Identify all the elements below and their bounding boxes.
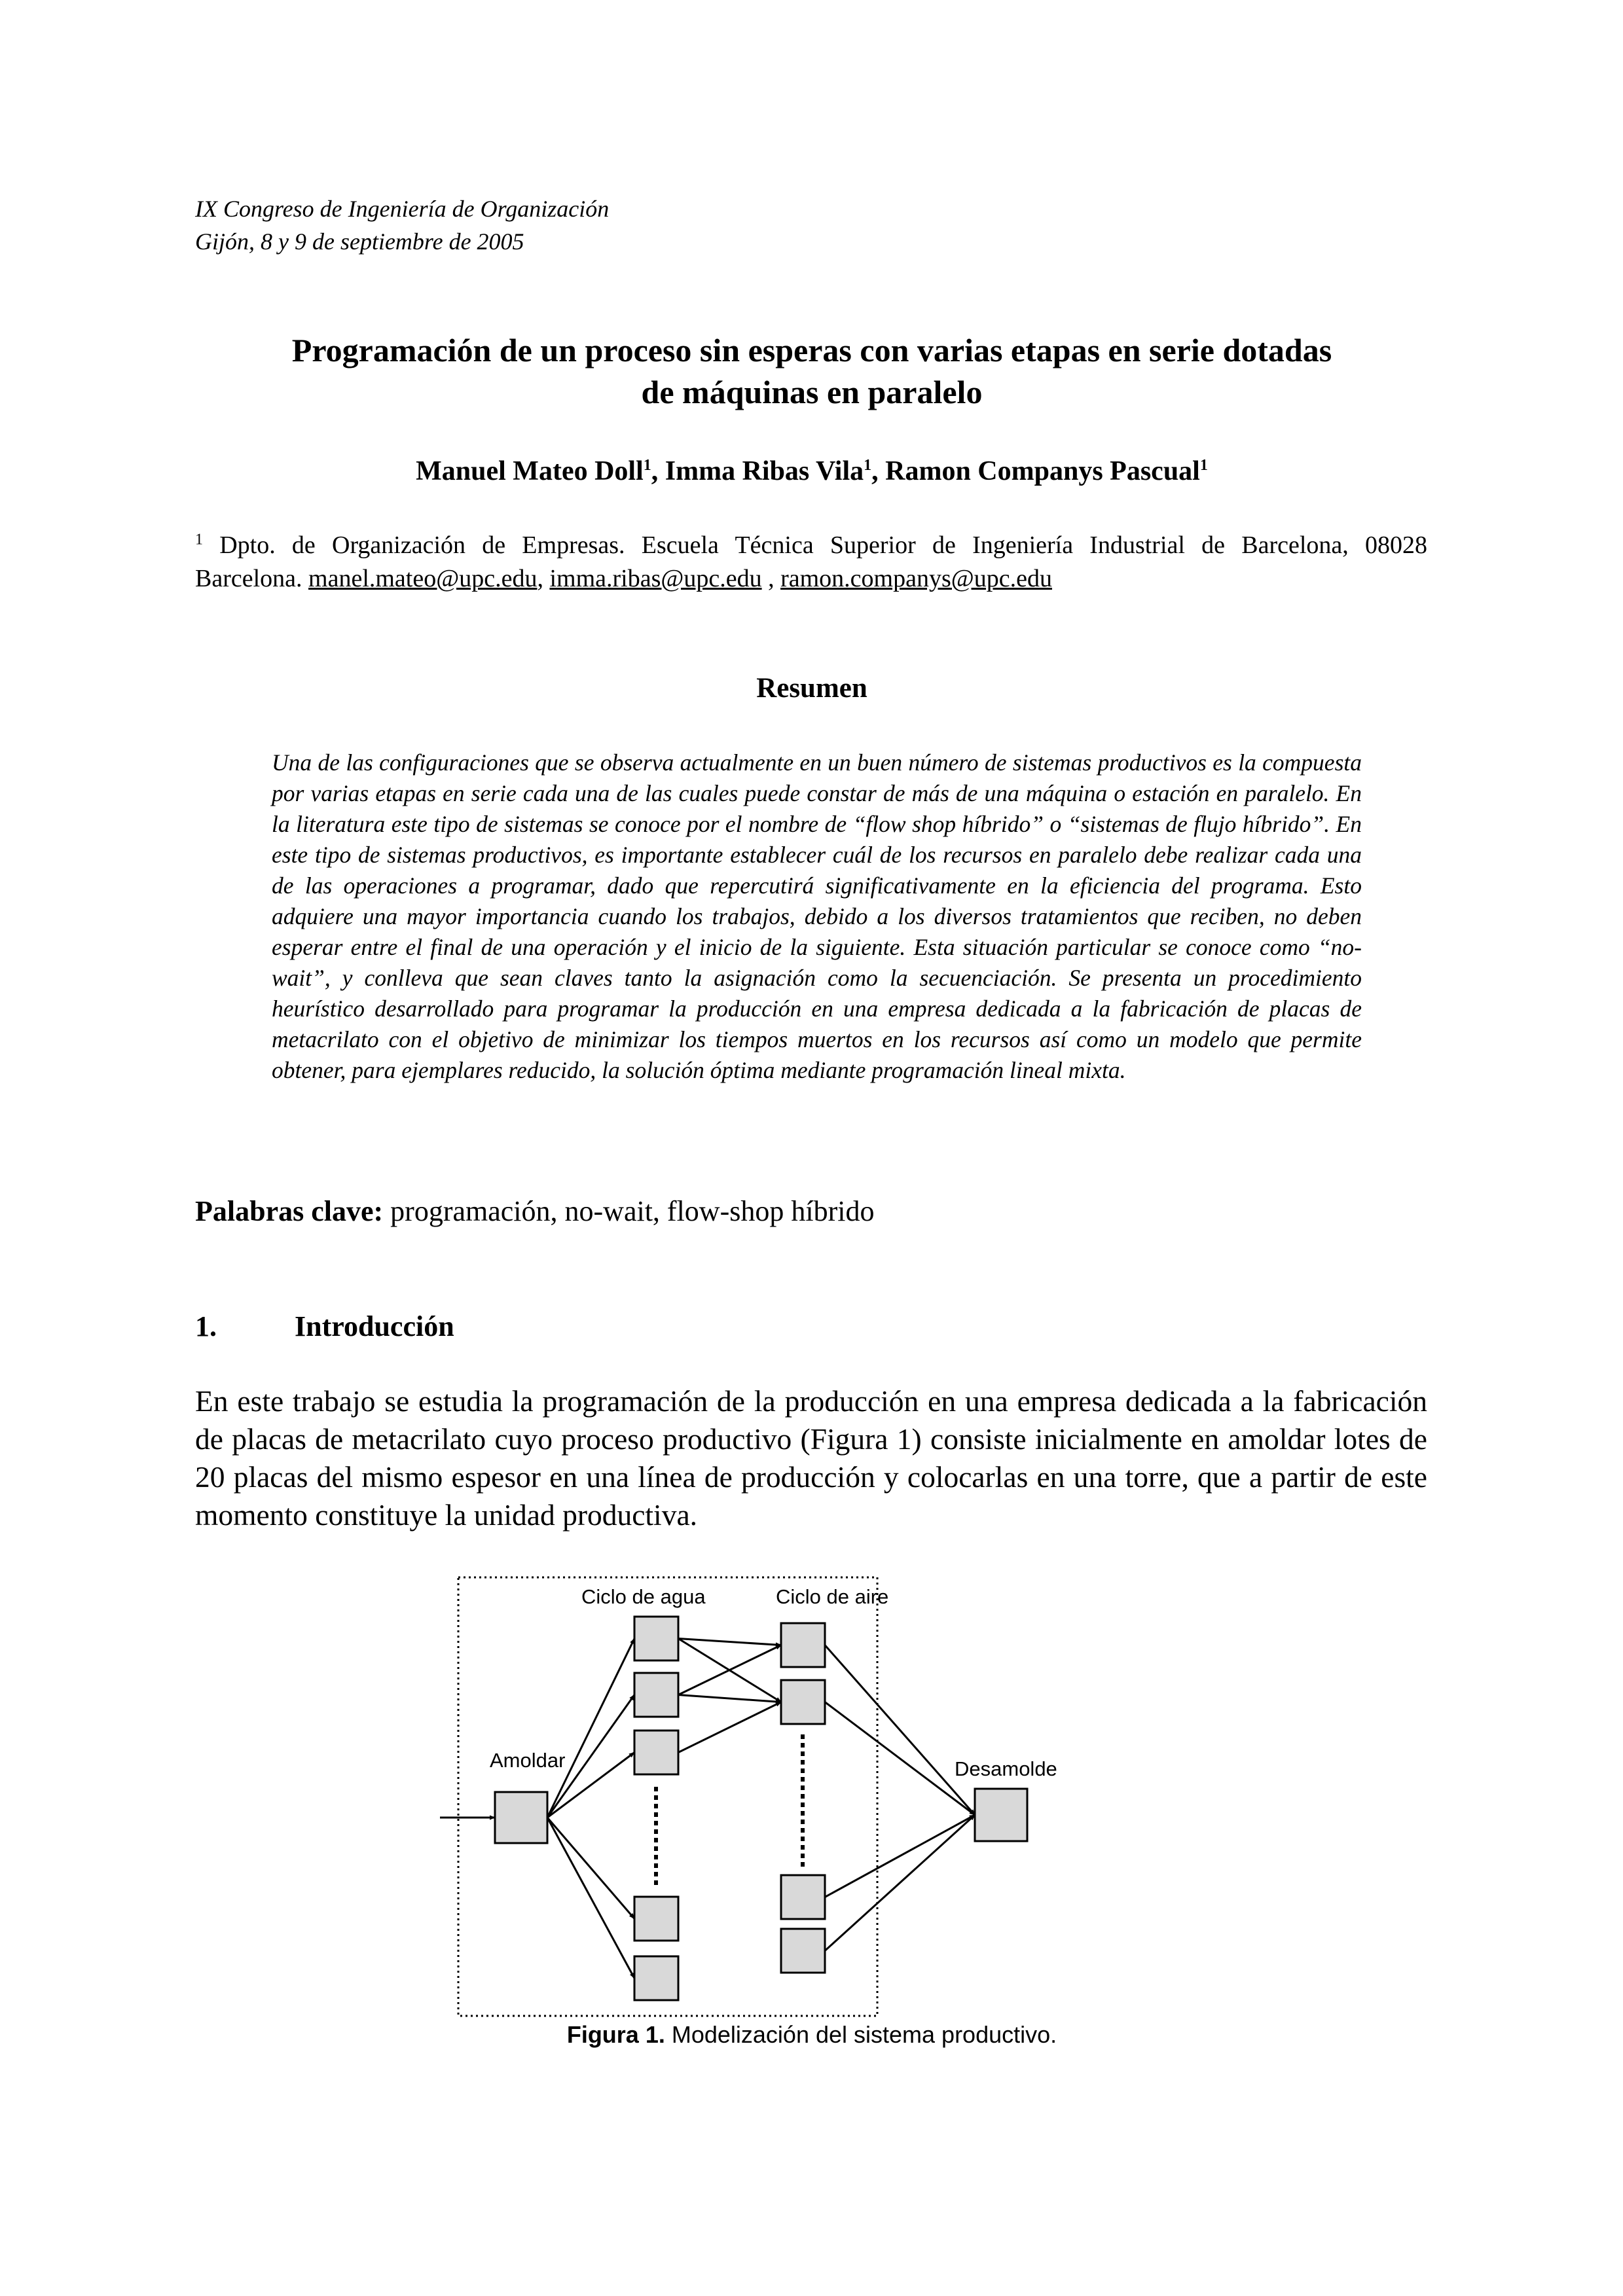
ellipsis-dot: [801, 1734, 805, 1739]
flow-arrow: [678, 1702, 781, 1753]
affil-mark: 1: [195, 531, 203, 548]
air-cycle-machine-box: [781, 1623, 825, 1667]
desamolde-box: [975, 1789, 1027, 1841]
flow-arrow: [825, 1815, 975, 1951]
flow-arrow: [825, 1645, 975, 1816]
ellipsis-dot: [654, 1812, 658, 1817]
air-cycle-machine-box: [781, 1875, 825, 1919]
affiliation-line-2: [195, 562, 1427, 596]
flow-arrow: [547, 1818, 634, 1919]
affiliation-line-1: [195, 529, 1427, 562]
author-name: Manuel Mateo Doll: [416, 456, 644, 486]
keywords-value: programación, no-wait, flow-shop híbrido: [390, 1195, 875, 1227]
author-name: Imma Ribas Vila: [665, 456, 864, 486]
ellipsis-dot: [654, 1795, 658, 1800]
machine-boxes: [495, 1617, 1027, 2000]
ellipsis-dot: [801, 1768, 805, 1773]
author-affil-mark: 1: [643, 457, 651, 474]
abstract-text: Una de las configuraciones que se observa actualmente en un buen número de sistemas productivos es la compuesta por varias etapas en serie cada una de las cuales puede constar de más de una máquina o estación en paralelo. En la literatura este tipo de sistemas se conoce por el nombre de “flow shop híbrido” o “sistemas de flujo híbrido”. En este tipo de sistemas productivos, es importante establecer cuál de los recursos en paralelo debe realizar cada una de las operaciones a programar, dado que repercutirá significativamente en la eficiencia del programa. Esto adquiere una mayor importancia cuando los trabajos, debido a los diversos tratamientos que reciben, no deben esperar entre el final de una operación y el inicio de la siguiente. Esta situación particular se conoce como “no-wait”, y conlleva que sean claves tanto la asignación como la secuenciación. Se presenta un procedimiento heurístico desarrollado para programar la producción en una empresa dedicada a la fabricación de placas de metacrilato con el objetivo de minimizar los tiempos muertos en los recursos así como un modelo que permite obtener, para ejemplares reducido, la solución óptima mediante programación lineal mixta.: [272, 749, 1362, 1083]
email-link[interactable]: imma.ribas@upc.edu: [549, 565, 762, 592]
ellipsis-dot: [801, 1845, 805, 1850]
conference-header: [195, 192, 609, 258]
flow-arrow: [547, 1818, 634, 1979]
air-cycle-machine-box: [781, 1680, 825, 1724]
title-line-1: Programación de un proceso sin esperas con varias etapas en serie dotadas: [291, 332, 1332, 368]
affiliation-dept: Dpto. de Organización de Empresas. Escuela Técnica Superior de Ingeniería Industrial de Barcelona, 08028: [219, 531, 1427, 559]
ellipsis-dot: [801, 1862, 805, 1867]
title-line-2: de máquinas en paralelo: [641, 374, 983, 410]
ellipsis-dot: [801, 1803, 805, 1807]
flow-arrow: [678, 1695, 781, 1702]
stage-label-water: Ciclo de agua: [581, 1585, 706, 1608]
stage-label-input: Amoldar: [490, 1749, 566, 1772]
stage-label-output: Desamolde: [955, 1757, 1057, 1780]
ellipsis-dot: [654, 1829, 658, 1834]
figure-caption: [170, 2020, 1453, 2050]
intro-paragraph: En este trabajo se estudia la programación de la producción en una empresa dedicada a la fabricación de placas de metacrilato cuyo proceso productivo (Figura 1) consiste inicialmente en amoldar lotes de 20 placas del mismo espesor en una línea de producción y colocarlas en una torre, que a partir de este momento constituye la unidad productiva.: [195, 1384, 1427, 1532]
ellipsis-dot: [801, 1811, 805, 1816]
author-name: Ramon Companys Pascual: [885, 456, 1200, 486]
ellipsis-dot: [654, 1863, 658, 1868]
email-separator: ,: [761, 565, 781, 592]
ellipsis-dot: [801, 1751, 805, 1756]
water-cycle-machine-box: [634, 1956, 678, 2000]
affiliation-city: Barcelona.: [195, 565, 302, 592]
author-affil-mark: 1: [1199, 457, 1208, 474]
conference-date: Gijón, 8 y 9 de septiembre de 2005: [195, 228, 524, 255]
ellipsis-dot: [654, 1880, 658, 1885]
ellipsis-dot: [654, 1855, 658, 1859]
ellipsis-dot: [801, 1777, 805, 1782]
conference-name: IX Congreso de Ingeniería de Organización: [195, 196, 610, 222]
author-list: [170, 453, 1453, 490]
flow-arrow: [825, 1815, 975, 1897]
water-cycle-machine-box: [634, 1731, 678, 1774]
flow-arrow: [678, 1645, 781, 1695]
section-number: 1.: [195, 1310, 217, 1342]
keywords: [195, 1193, 874, 1230]
ellipsis-dot: [654, 1804, 658, 1808]
ellipsis-dot: [801, 1760, 805, 1765]
ellipsis-dot: [801, 1837, 805, 1841]
ellipsis-dot: [654, 1838, 658, 1842]
flow-arrow: [678, 1639, 781, 1645]
ellipsis-dot: [654, 1821, 658, 1825]
author-affil-mark: 1: [864, 457, 872, 474]
affiliation: [195, 529, 1427, 596]
water-cycle-machine-box: [634, 1897, 678, 1941]
ellipsis-dot: [654, 1846, 658, 1851]
email-separator: ,: [537, 565, 550, 592]
ellipsis-dot: [801, 1743, 805, 1748]
section-heading: [195, 1308, 454, 1346]
section-title: Introducción: [295, 1310, 454, 1342]
abstract-heading: Resumen: [756, 673, 867, 704]
ellipsis-dot: [654, 1872, 658, 1876]
ellipsis-dot: [801, 1820, 805, 1824]
keywords-label: Palabras clave:: [195, 1195, 384, 1227]
author-separator: ,: [871, 456, 886, 486]
stage-label-air: Ciclo de aire: [776, 1585, 889, 1608]
amoldar-box: [495, 1792, 547, 1843]
ellipsis-dot: [801, 1854, 805, 1858]
figure-caption-text: Modelización del sistema productivo.: [665, 2021, 1057, 2048]
email-link[interactable]: manel.mateo@upc.edu: [308, 565, 538, 592]
flow-arrow: [825, 1702, 975, 1816]
production-system-diagram: [406, 1558, 1087, 2036]
ellipsis-dot: [801, 1794, 805, 1799]
water-cycle-machine-box: [634, 1617, 678, 1660]
author-separator: ,: [651, 456, 665, 486]
ellipsis-dot: [654, 1787, 658, 1791]
flow-arrow: [547, 1639, 634, 1818]
paper-title: [170, 329, 1453, 413]
air-cycle-machine-box: [781, 1929, 825, 1973]
figure-caption-label: Figura 1.: [566, 2021, 665, 2048]
ellipsis-dot: [801, 1785, 805, 1790]
email-link[interactable]: ramon.companys@upc.edu: [780, 565, 1052, 592]
water-cycle-machine-box: [634, 1673, 678, 1717]
ellipsis-dot: [801, 1828, 805, 1833]
